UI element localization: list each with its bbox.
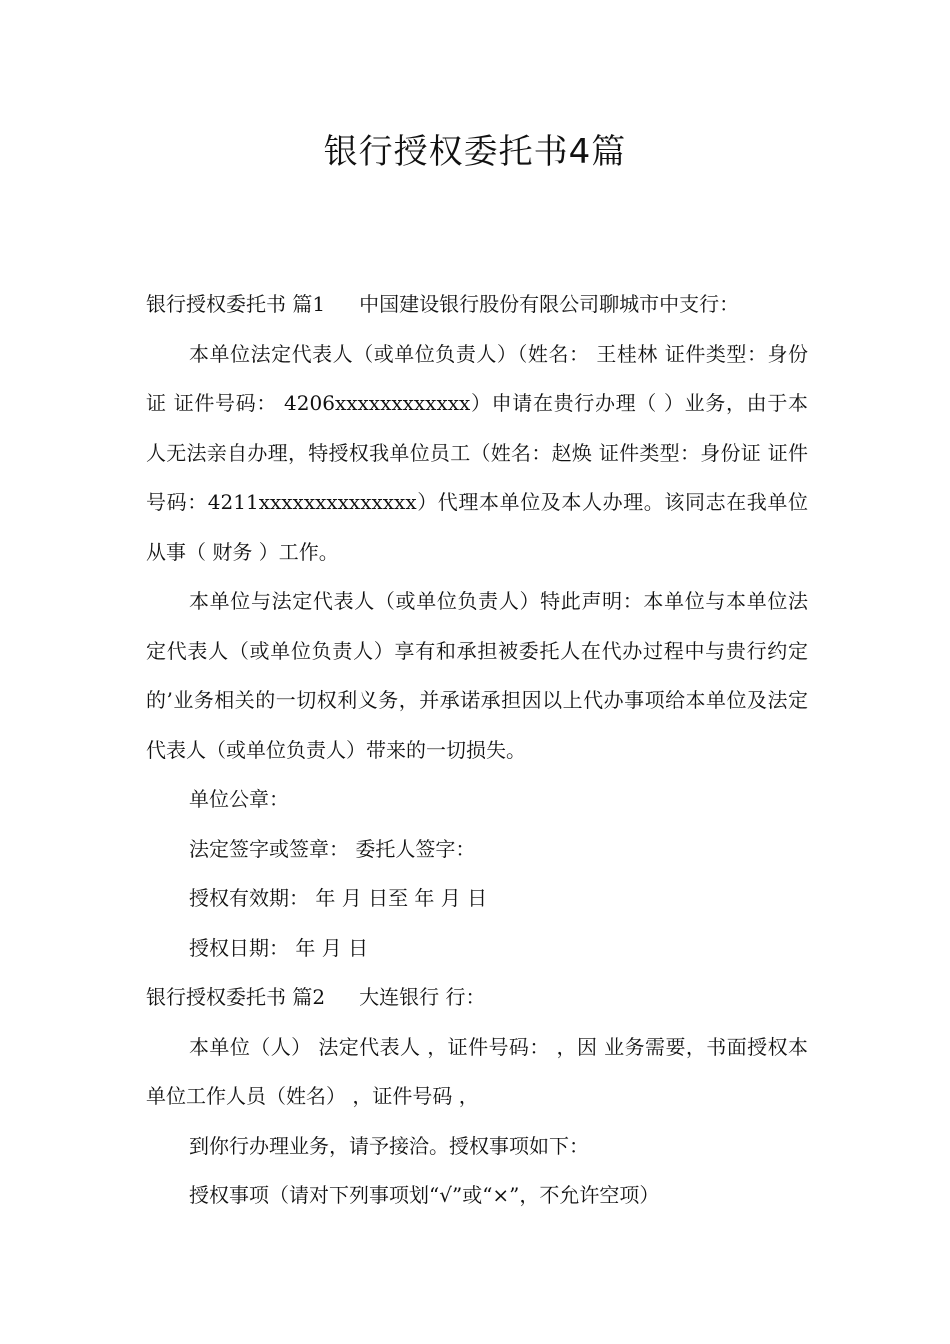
section2-heading-line xyxy=(146,973,808,1023)
section1-seal-line: 单位公章： xyxy=(189,787,289,811)
document-title: 银行授权委托书4篇 xyxy=(323,132,627,172)
section1-validity-line: 授权有效期： 年 月 日至 年 月 日 xyxy=(189,886,488,910)
section1-paragraph-2: 本单位与法定代表人（或单位负责人）特此声明：本单位与本单位法定代表人（或单位负责人）享有和承担被委托人在代办过程中与贵行约定的’业务相关的一切权利义务，并承诺承担因以上代办事项给本单位及法定代表人（或单位负责人）带来的一切损失。 xyxy=(146,589,808,762)
section2-heading: 银行授权委托书 篇2 xyxy=(146,985,326,1009)
section1-signature-line: 法定签字或签章： 委托人签字： xyxy=(189,836,476,861)
section2-paragraph-1: 本单位（人） 法定代表人 ，证件号码： ，因 业务需要，书面授权本单位工作人员（姓名） ，证件号码 ， xyxy=(146,1034,808,1108)
document-body xyxy=(146,280,808,1221)
section1-paragraph-1: 本单位法定代表人（或单位负责人）（姓名： 王桂林 证件类型：身份证 证件号码： 4206xxxxxxxxxxxx）申请在贵行办理（ ）业务，由于本人无法亲自办理，特授权我单位员工（姓名：赵焕 证件类型：身份证 证件号码：4211xxxxxxxxxxxxxx）代理本单位及本人办理。该同志在我单位从事（ 财务 ）工作。 xyxy=(146,341,808,564)
section1-heading-line xyxy=(146,280,808,330)
section2-paragraph-3: 授权事项（请对下列事项划“√”或“×”，不允许空项） xyxy=(189,1183,660,1207)
section1-date-line: 授权日期： 年 月 日 xyxy=(189,935,369,960)
section1-addressee: 中国建设银行股份有限公司聊城市中支行： xyxy=(359,292,740,316)
section2-paragraph-2: 到你行办理业务，请予接洽。授权事项如下： xyxy=(189,1133,589,1158)
section2-addressee: 大连银行 行： xyxy=(359,985,486,1009)
section1-heading: 银行授权委托书 篇1 xyxy=(146,292,326,316)
